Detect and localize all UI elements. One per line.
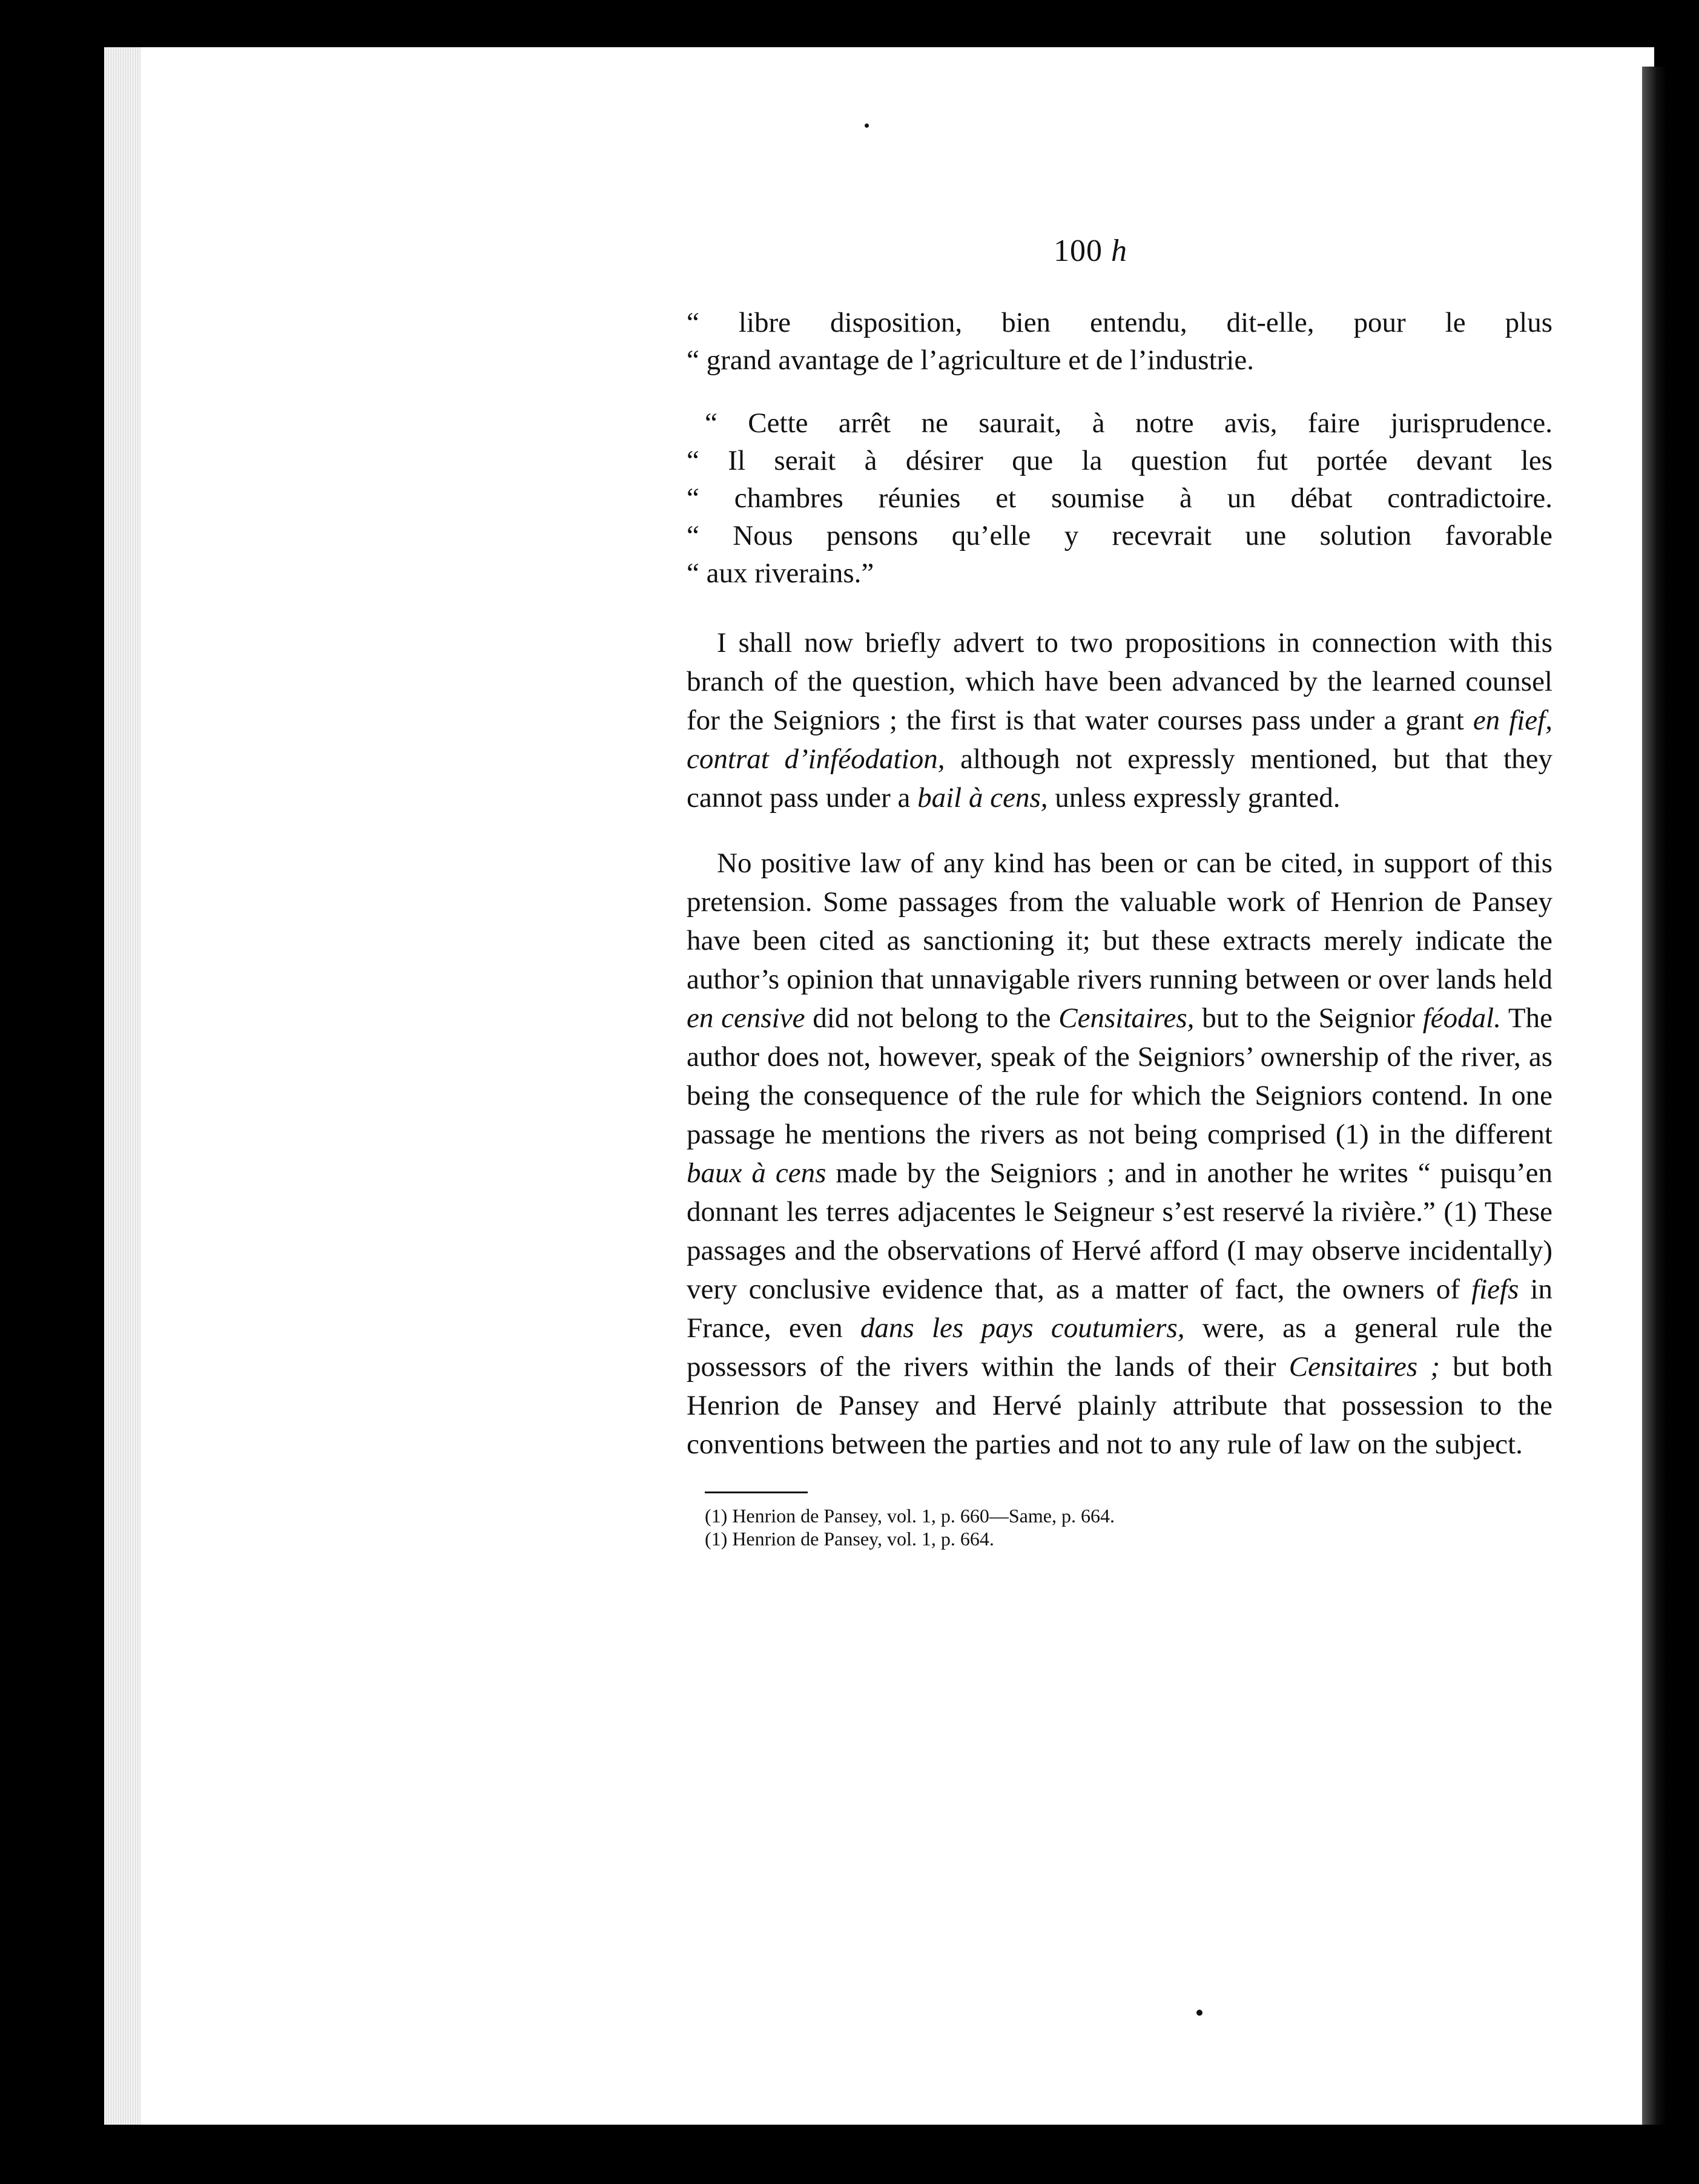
- quote-line: “ chambres réunies et soumise à un débat contradictoire.: [687, 482, 1552, 514]
- paragraph-1: [687, 623, 1552, 817]
- paragraph-italic: en fief, contrat d’inféodation,: [687, 705, 1552, 775]
- paragraph-text: I shall now briefly advert to two propositions in connection with this branch of the question, which have been advanced by the learned counsel for the Seigniors ; the first is that water courses pass under a grant: [687, 627, 1552, 736]
- paragraph-italic: Censitaires ;: [1288, 1351, 1440, 1383]
- quote-line: “ Il serait à désirer que la question fut portée devant les: [687, 445, 1552, 476]
- paragraph-text: No positive law of any kind has been or can be cited, in support of this pretension. Some passages from the valuable work of Henrion de Pansey have been cited as sanctioning it; but these extracts merely indicate the author’s opinion that unnavigable rivers running between or over lands held: [687, 847, 1552, 995]
- quote-line: “ Nous pensons qu’elle y recevrait une solution favorable: [687, 520, 1552, 551]
- paragraph-italic: baux à cens: [687, 1157, 826, 1189]
- footnote: (1) Henrion de Pansey, vol. 1, p. 664.: [705, 1528, 994, 1550]
- paragraph-italic: féodal.: [1422, 1002, 1501, 1034]
- paragraph-italic: Censitaires,: [1058, 1002, 1195, 1034]
- paragraph-text: made by the Seigniors ; and in another he writes “ puisqu’en donnant les terres adjacentes le Seigneur s’est reservé la rivière.” (1) These passages and the observations of Hervé afford (I may observe incidentally) very conclusive evidence that, as a matter of fact, the owners of: [687, 1157, 1553, 1305]
- paragraph-text: The author does not, however, speak of the Seigniors’ ownership of the river, as being the consequence of the rule for which the Seigniors contend. In one passage he mentions the rivers as not being comprised (1) in the different: [687, 1002, 1552, 1150]
- paragraph-text: but both Henrion de Pansey and Hervé plainly attribute that possession to the conventions between the parties and not to any rule of law on the subject.: [687, 1351, 1552, 1460]
- paragraph-italic: bail à cens,: [917, 782, 1048, 814]
- footnote-rule: [705, 1492, 808, 1493]
- quote-line: “ libre disposition, bien entendu, dit-elle, pour le plus: [687, 307, 1552, 338]
- paragraph-2: [687, 844, 1552, 1464]
- quote-block-2: [687, 404, 1552, 592]
- quote-line: “ Cette arrêt ne saurait, à notre avis, faire jurisprudence.: [705, 407, 1552, 439]
- quote-block-1: [687, 304, 1552, 379]
- scan-speck: [865, 123, 869, 128]
- paragraph-text: did not belong to the: [805, 1002, 1059, 1034]
- paragraph-italic: dans les pays coutumiers,: [860, 1312, 1185, 1344]
- quote-line: “ grand avantage de l’agriculture et de l’industrie.: [687, 344, 1254, 376]
- page-number-suffix: h: [1111, 234, 1127, 268]
- paragraph-text: in France, even: [687, 1274, 1553, 1344]
- paragraph-text: but to the Seignior: [1194, 1002, 1423, 1034]
- footnote: (1) Henrion de Pansey, vol. 1, p. 660—Same, p. 664.: [705, 1505, 1115, 1527]
- page-number-value: 100: [1054, 234, 1103, 268]
- scan-speck: [1196, 2010, 1202, 2016]
- page-block-edge: [104, 47, 140, 2125]
- paragraph-text: unless expressly granted.: [1047, 782, 1341, 814]
- quote-line: “ aux riverains.”: [687, 558, 874, 589]
- paragraph-italic: fiefs: [1471, 1274, 1519, 1305]
- paragraph-text: although not expressly mentioned, but that they cannot pass under a: [687, 743, 1552, 814]
- paragraph-text: were, as a general rule the possessors of the rivers within the lands of their: [687, 1312, 1553, 1383]
- paragraph-italic: en censive: [687, 1002, 805, 1034]
- binding-gutter: [1642, 67, 1666, 2125]
- page-body: [687, 236, 1552, 1550]
